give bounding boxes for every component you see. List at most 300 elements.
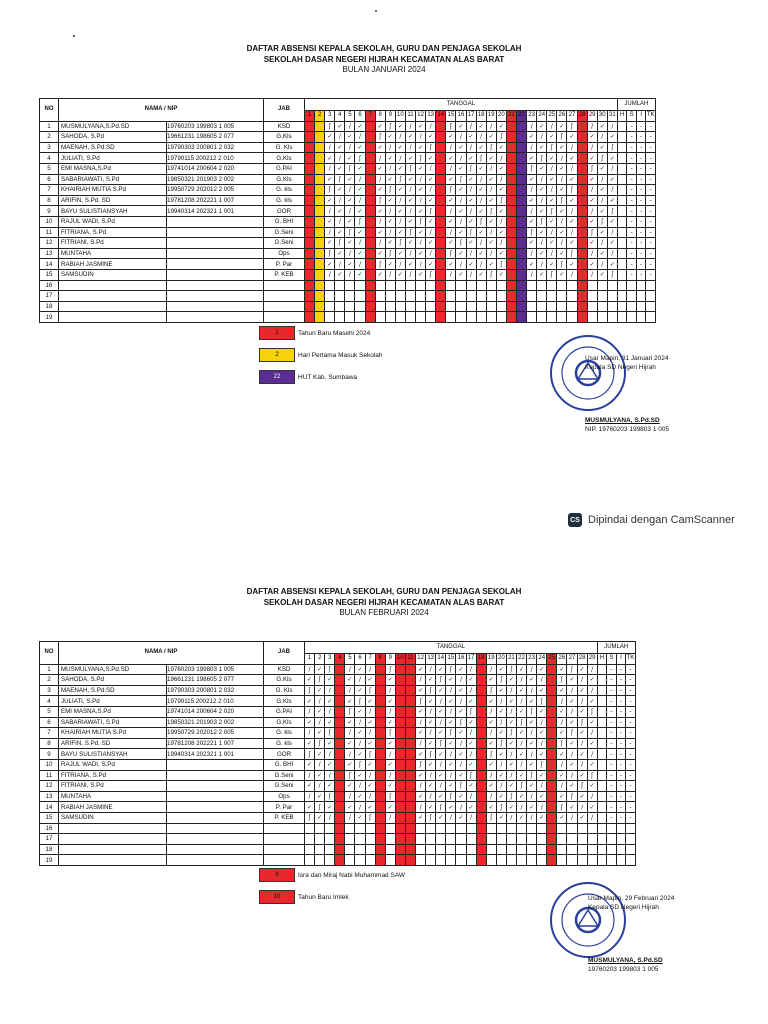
attendance-cell <box>305 259 315 270</box>
attendance-cell: / <box>426 227 436 238</box>
attendance-cell: ✓ <box>345 802 355 813</box>
attendance-cell: ✓ <box>456 791 466 802</box>
attendance-cell: ✓ <box>577 791 587 802</box>
attendance-cell: ✓ <box>516 749 526 760</box>
attendance-cell: ✓ <box>456 163 466 174</box>
jumlah-cell: - <box>626 728 636 739</box>
jumlah-cell: - <box>616 696 626 707</box>
day-header: 6 <box>355 111 365 122</box>
row-nip: 19760203 199803 1 005 <box>167 121 264 132</box>
day-header: 4 <box>335 654 345 665</box>
attendance-cell: ʃ <box>426 749 436 760</box>
attendance-cell: ʃ <box>587 706 597 717</box>
attendance-cell <box>577 216 587 227</box>
attendance-cell: ✓ <box>355 770 365 781</box>
row-nip: 19790303 200801 2 032 <box>167 142 264 153</box>
attendance-cell <box>416 312 426 323</box>
attendance-cell: ✓ <box>426 238 436 249</box>
attendance-cell <box>446 855 456 866</box>
attendance-cell: ✓ <box>557 812 567 823</box>
attendance-cell: / <box>446 163 456 174</box>
day-header: 29 <box>587 111 597 122</box>
jumlah-cell: - <box>646 163 656 174</box>
january-legend <box>259 326 383 392</box>
attendance-cell <box>355 855 365 866</box>
attendance-cell: / <box>516 738 526 749</box>
attendance-cell <box>516 132 526 143</box>
jumlah-cell <box>617 142 627 153</box>
attendance-cell <box>547 696 557 707</box>
attendance-cell: ✓ <box>597 121 607 132</box>
row-no: 5 <box>40 706 59 717</box>
day-header: 1 <box>305 111 315 122</box>
attendance-cell <box>506 163 516 174</box>
jumlah-cell <box>597 823 607 834</box>
attendance-cell: ʃ <box>446 121 456 132</box>
january-title-1: DAFTAR ABSENSI KEPALA SEKOLAH, GURU DAN PENJAGA SEKOLAH <box>246 44 522 53</box>
attendance-cell <box>355 844 365 855</box>
attendance-cell: ✓ <box>416 248 426 259</box>
attendance-cell <box>506 174 516 185</box>
attendance-cell: ✓ <box>577 770 587 781</box>
row-name: JULIATI, S.Pd <box>59 696 167 707</box>
table-row <box>40 749 636 760</box>
attendance-cell: ✓ <box>476 227 486 238</box>
attendance-cell <box>537 280 547 291</box>
attendance-cell: ✓ <box>345 781 355 792</box>
attendance-cell: / <box>496 238 506 249</box>
row-nip <box>167 770 264 781</box>
attendance-cell <box>395 717 405 728</box>
attendance-cell: / <box>365 664 375 675</box>
row-nip <box>167 781 264 792</box>
attendance-cell: ✓ <box>456 749 466 760</box>
jumlah-tk-header: TK <box>646 111 656 122</box>
row-no: 14 <box>40 259 59 270</box>
jumlah-cell <box>617 238 627 249</box>
attendance-cell: / <box>355 802 365 813</box>
attendance-cell: ✓ <box>496 770 506 781</box>
attendance-cell: / <box>335 216 345 227</box>
attendance-cell <box>537 855 547 866</box>
attendance-cell: ʃ <box>537 153 547 164</box>
attendance-cell <box>385 834 395 845</box>
attendance-cell <box>395 812 405 823</box>
attendance-cell: ✓ <box>537 728 547 739</box>
attendance-cell <box>456 844 466 855</box>
attendance-cell <box>395 675 405 686</box>
attendance-cell: ✓ <box>486 781 496 792</box>
attendance-cell: / <box>537 675 547 686</box>
attendance-cell <box>345 823 355 834</box>
attendance-cell: ʃ <box>345 706 355 717</box>
attendance-cell: ✓ <box>527 781 537 792</box>
attendance-cell <box>345 280 355 291</box>
attendance-cell: / <box>516 675 526 686</box>
day-header: 14 <box>436 111 446 122</box>
attendance-cell: ✓ <box>355 749 365 760</box>
attendance-cell: ✓ <box>587 759 597 770</box>
attendance-cell <box>547 675 557 686</box>
attendance-cell <box>557 291 567 302</box>
attendance-cell: / <box>557 216 567 227</box>
attendance-cell: / <box>547 163 557 174</box>
attendance-cell: ✓ <box>446 174 456 185</box>
attendance-cell: ✓ <box>577 749 587 760</box>
attendance-cell <box>527 844 537 855</box>
attendance-cell: / <box>405 185 415 196</box>
attendance-cell: ✓ <box>446 216 456 227</box>
attendance-cell: ✓ <box>537 749 547 760</box>
jumlah-cell: - <box>616 738 626 749</box>
attendance-cell: / <box>537 195 547 206</box>
attendance-cell <box>405 301 415 312</box>
attendance-cell: ✓ <box>496 185 506 196</box>
attendance-cell: ✓ <box>345 675 355 686</box>
attendance-cell: / <box>375 174 385 185</box>
attendance-cell <box>305 280 315 291</box>
row-jab: G.Seni <box>264 238 305 249</box>
january-sign-name: MUSMULYANA, S.Pd.SD <box>585 417 660 424</box>
day-header: 18 <box>476 654 486 665</box>
attendance-cell: ✓ <box>446 759 456 770</box>
row-name <box>59 855 167 866</box>
attendance-cell <box>315 291 325 302</box>
attendance-cell: ✓ <box>466 153 476 164</box>
attendance-cell <box>436 216 446 227</box>
jumlah-cell: - <box>607 738 617 749</box>
attendance-cell <box>436 823 446 834</box>
attendance-cell <box>577 844 587 855</box>
day-header: 14 <box>436 654 446 665</box>
attendance-cell: ✓ <box>516 728 526 739</box>
row-no: 19 <box>40 312 59 323</box>
attendance-cell: / <box>325 163 335 174</box>
row-name: SAMSUDIN <box>59 269 167 280</box>
jumlah-cell <box>597 759 607 770</box>
attendance-cell: ✓ <box>325 174 335 185</box>
attendance-cell: ʃ <box>375 132 385 143</box>
attendance-cell <box>506 259 516 270</box>
attendance-cell: ✓ <box>496 706 506 717</box>
attendance-cell <box>436 312 446 323</box>
jumlah-cell <box>607 834 617 845</box>
attendance-cell <box>506 185 516 196</box>
attendance-cell: / <box>335 259 345 270</box>
row-no: 6 <box>40 717 59 728</box>
attendance-cell: ✓ <box>325 802 335 813</box>
table-row <box>40 738 636 749</box>
attendance-cell: ✓ <box>506 675 516 686</box>
attendance-cell: / <box>527 749 537 760</box>
attendance-cell <box>577 185 587 196</box>
attendance-cell: ✓ <box>355 248 365 259</box>
attendance-cell <box>476 728 486 739</box>
attendance-cell <box>315 248 325 259</box>
attendance-cell <box>436 132 446 143</box>
day-header: 16 <box>456 654 466 665</box>
attendance-cell: / <box>355 195 365 206</box>
day-header: 5 <box>345 654 355 665</box>
attendance-cell: ✓ <box>456 728 466 739</box>
row-jab: KSD <box>264 664 305 675</box>
attendance-cell: / <box>405 142 415 153</box>
attendance-cell <box>476 664 486 675</box>
attendance-cell: ✓ <box>385 132 395 143</box>
attendance-cell: ʃ <box>365 749 375 760</box>
jumlah-cell: - <box>616 812 626 823</box>
attendance-cell: ✓ <box>557 728 567 739</box>
attendance-cell <box>335 685 345 696</box>
attendance-cell <box>597 312 607 323</box>
attendance-cell <box>537 312 547 323</box>
jumlah-cell <box>617 206 627 217</box>
attendance-cell: ✓ <box>335 163 345 174</box>
row-no: 15 <box>40 812 59 823</box>
attendance-cell: / <box>557 781 567 792</box>
attendance-cell: ʃ <box>355 759 365 770</box>
attendance-cell: / <box>345 248 355 259</box>
row-no: 17 <box>40 291 59 302</box>
row-nip <box>167 227 264 238</box>
attendance-cell: ✓ <box>315 706 325 717</box>
attendance-cell: / <box>496 781 506 792</box>
february-sign-position: Kepala SD Negeri Hijrah <box>588 904 659 911</box>
jumlah-cell <box>626 855 636 866</box>
attendance-cell: / <box>355 174 365 185</box>
attendance-cell <box>516 259 526 270</box>
february-title-2: SEKOLAH DASAR NEGERI HIJRAH KECAMATAN ALAS BARAT <box>263 597 505 607</box>
attendance-cell <box>325 291 335 302</box>
attendance-cell: ✓ <box>527 132 537 143</box>
attendance-cell: / <box>405 206 415 217</box>
attendance-cell: / <box>325 227 335 238</box>
row-nip: 19940314 202321 1 001 <box>167 749 264 760</box>
row-jab: G.Seni <box>264 770 305 781</box>
row-no: 15 <box>40 269 59 280</box>
attendance-cell <box>315 301 325 312</box>
february-sign-place-date: Usar Mapin, 29 Februari 2024 <box>588 895 675 902</box>
row-name: RAJUL WADI, S.Pd <box>59 216 167 227</box>
attendance-cell <box>486 844 496 855</box>
attendance-cell: ✓ <box>446 781 456 792</box>
jumlah-cell <box>617 248 627 259</box>
attendance-cell: / <box>426 248 436 259</box>
row-jab: G.Kls <box>264 675 305 686</box>
attendance-cell: ✓ <box>416 206 426 217</box>
jumlah-cell <box>597 791 607 802</box>
attendance-cell: ʃ <box>456 781 466 792</box>
attendance-cell <box>395 706 405 717</box>
attendance-cell <box>476 834 486 845</box>
attendance-cell <box>436 855 446 866</box>
row-nip <box>167 216 264 227</box>
attendance-cell: / <box>527 791 537 802</box>
attendance-cell: ✓ <box>527 717 537 728</box>
day-header: 15 <box>446 111 456 122</box>
attendance-cell <box>335 696 345 707</box>
attendance-cell: / <box>587 664 597 675</box>
attendance-cell: / <box>567 685 577 696</box>
attendance-cell: ✓ <box>486 216 496 227</box>
attendance-cell <box>395 301 405 312</box>
attendance-cell: ✓ <box>476 121 486 132</box>
attendance-cell: ʃ <box>577 717 587 728</box>
header-row <box>40 642 636 654</box>
attendance-cell: ʃ <box>385 185 395 196</box>
row-nip <box>167 248 264 259</box>
attendance-cell <box>436 174 446 185</box>
attendance-cell: ✓ <box>315 728 325 739</box>
attendance-cell: ✓ <box>405 195 415 206</box>
attendance-cell: ✓ <box>506 781 516 792</box>
attendance-cell: ʃ <box>557 675 567 686</box>
attendance-cell: ✓ <box>436 770 446 781</box>
attendance-cell: ✓ <box>355 269 365 280</box>
attendance-cell: ✓ <box>426 153 436 164</box>
attendance-cell: / <box>416 259 426 270</box>
row-no: 11 <box>40 227 59 238</box>
attendance-cell <box>516 269 526 280</box>
attendance-cell <box>395 844 405 855</box>
day-header: 4 <box>335 111 345 122</box>
attendance-cell: / <box>486 770 496 781</box>
attendance-cell <box>577 227 587 238</box>
attendance-cell <box>577 153 587 164</box>
attendance-cell: ✓ <box>325 132 335 143</box>
attendance-cell: ✓ <box>395 248 405 259</box>
jumlah-cell: - <box>607 685 617 696</box>
jumlah-cell: - <box>627 163 637 174</box>
attendance-cell <box>506 823 516 834</box>
attendance-cell <box>587 291 597 302</box>
jumlah-cell: - <box>626 759 636 770</box>
attendance-cell: ✓ <box>567 802 577 813</box>
attendance-cell: ʃ <box>405 227 415 238</box>
signature-space <box>585 372 669 416</box>
attendance-cell: / <box>436 759 446 770</box>
attendance-cell <box>395 823 405 834</box>
attendance-cell: ✓ <box>325 717 335 728</box>
row-nip <box>167 834 264 845</box>
row-jab <box>264 844 305 855</box>
day-header: 16 <box>456 111 466 122</box>
jumlah-cell: - <box>626 749 636 760</box>
jumlah-cell <box>617 312 627 323</box>
row-jab: G. kls <box>264 738 305 749</box>
attendance-cell: ✓ <box>446 738 456 749</box>
attendance-cell: ✓ <box>375 163 385 174</box>
attendance-cell: ʃ <box>607 142 617 153</box>
attendance-cell <box>506 216 516 227</box>
attendance-cell <box>516 238 526 249</box>
attendance-cell: ✓ <box>355 142 365 153</box>
row-name: ARIFIN, S.Pd. SD <box>59 738 167 749</box>
table-row <box>40 153 656 164</box>
day-header: 13 <box>426 654 436 665</box>
legend-swatch: 22 <box>259 370 295 384</box>
attendance-cell <box>577 238 587 249</box>
jumlah-cell <box>597 664 607 675</box>
row-jab: G.Kls <box>264 696 305 707</box>
attendance-cell <box>547 728 557 739</box>
attendance-cell: ✓ <box>416 227 426 238</box>
attendance-cell <box>436 301 446 312</box>
attendance-cell: ✓ <box>335 185 345 196</box>
february-legend <box>259 868 405 912</box>
attendance-cell <box>496 291 506 302</box>
jumlah-cell: - <box>627 248 637 259</box>
attendance-cell: ʃ <box>305 685 315 696</box>
jumlah-cell: - <box>626 770 636 781</box>
attendance-cell: ✓ <box>456 248 466 259</box>
attendance-cell: / <box>537 259 547 270</box>
attendance-cell <box>375 280 385 291</box>
attendance-cell: ✓ <box>537 185 547 196</box>
attendance-cell: ʃ <box>456 238 466 249</box>
row-nip: 19850321 201903 2 002 <box>167 174 264 185</box>
attendance-cell <box>305 238 315 249</box>
attendance-cell <box>305 132 315 143</box>
attendance-cell: ✓ <box>426 675 436 686</box>
attendance-cell <box>335 855 345 866</box>
attendance-cell <box>365 844 375 855</box>
attendance-cell: ✓ <box>426 717 436 728</box>
attendance-cell: ʃ <box>527 706 537 717</box>
attendance-cell: / <box>446 227 456 238</box>
attendance-cell: ✓ <box>426 781 436 792</box>
february-attendance-table <box>39 641 636 866</box>
attendance-cell: ʃ <box>385 121 395 132</box>
row-jab: G. BHI <box>264 216 305 227</box>
attendance-cell: / <box>405 121 415 132</box>
attendance-cell: ✓ <box>486 675 496 686</box>
attendance-cell: ✓ <box>355 121 365 132</box>
jumlah-cell <box>597 802 607 813</box>
attendance-cell: ✓ <box>325 216 335 227</box>
attendance-cell <box>476 280 486 291</box>
attendance-cell: / <box>567 749 577 760</box>
attendance-cell: ʃ <box>547 269 557 280</box>
jumlah-cell: - <box>626 791 636 802</box>
jumlah-cell: - <box>616 749 626 760</box>
attendance-cell <box>335 749 345 760</box>
attendance-cell: / <box>567 812 577 823</box>
attendance-cell: ✓ <box>557 142 567 153</box>
attendance-cell: ʃ <box>365 685 375 696</box>
table-row <box>40 791 636 802</box>
attendance-cell: ✓ <box>466 195 476 206</box>
row-jab <box>264 823 305 834</box>
attendance-cell: ✓ <box>577 664 587 675</box>
attendance-cell <box>405 834 415 845</box>
attendance-cell <box>375 781 385 792</box>
attendance-cell <box>325 312 335 323</box>
attendance-cell <box>365 248 375 259</box>
attendance-cell: / <box>345 269 355 280</box>
attendance-cell <box>527 301 537 312</box>
attendance-cell: ✓ <box>557 185 567 196</box>
jumlah-cell <box>626 834 636 845</box>
row-jab: G. BHI <box>264 759 305 770</box>
attendance-cell: ✓ <box>486 238 496 249</box>
day-header: 23 <box>527 654 537 665</box>
attendance-cell: / <box>456 759 466 770</box>
day-header: 19 <box>486 654 496 665</box>
attendance-cell: ʃ <box>587 227 597 238</box>
attendance-cell: ✓ <box>537 664 547 675</box>
attendance-cell: ✓ <box>446 153 456 164</box>
